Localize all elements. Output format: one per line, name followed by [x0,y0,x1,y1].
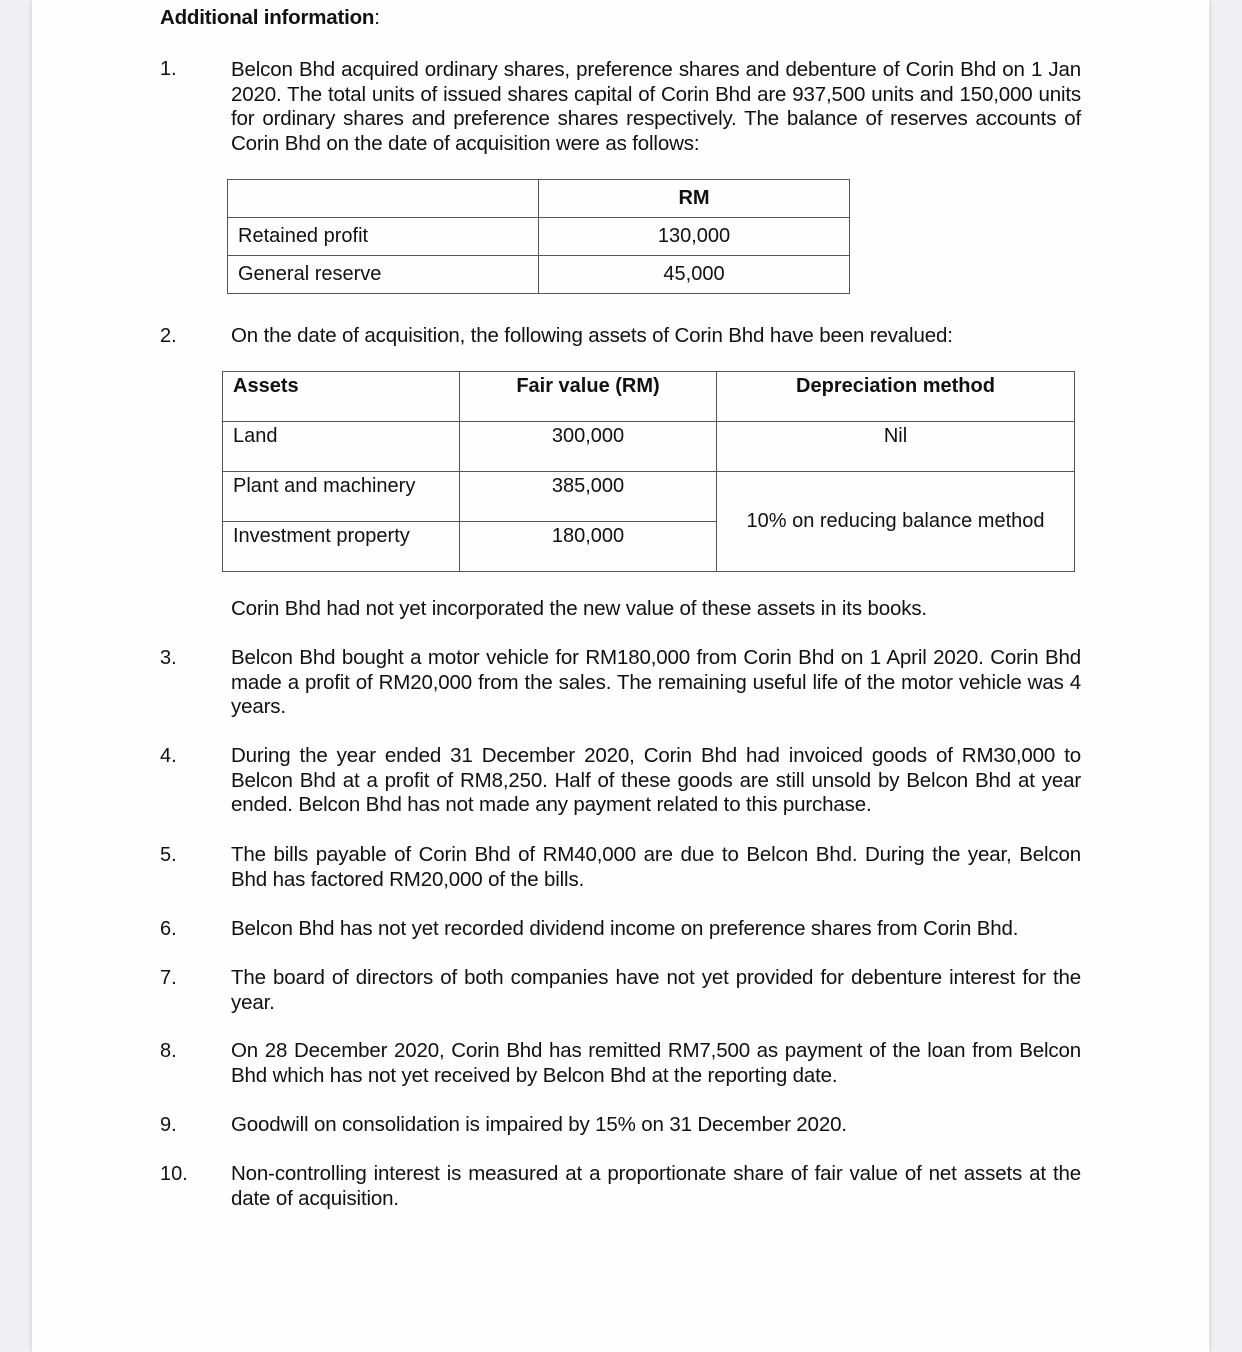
item-text: Non-controlling interest is measured at a proportionate share of fair value of net assets at the date of acquisition. [231,1162,1081,1210]
table-cell: 300,000 [460,422,717,472]
table-cell: Plant and machinery [223,472,460,522]
item-text: Belcon Bhd acquired ordinary shares, preference shares and debenture of Corin Bhd on 1 Jan 2020. The total units of issued shares capital of Corin Bhd are 937,500 units and 150,000 units for ordinary shares and preference shares respectively. The balance of reserves accounts of Corin Bhd on the date of acquisition were as follows: [231,58,1081,156]
item-text: The bills payable of Corin Bhd of RM40,000 are due to Belcon Bhd. During the year, Belcon Bhd has factored RM20,000 of the bills. [231,843,1081,891]
table-header: Fair value (RM) [460,372,717,422]
item-text: Belcon Bhd has not yet recorded dividend income on preference shares from Corin Bhd. [231,917,1019,940]
item-number: 2. [160,325,177,347]
document-page [32,0,1209,1352]
table-cell: 385,000 [460,472,717,522]
table-row [223,422,1075,472]
item-number: 9. [160,1114,177,1136]
reserves-table [227,179,850,294]
item-text: Belcon Bhd bought a motor vehicle for RM180,000 from Corin Bhd on 1 April 2020. Corin Bhd made a profit of RM20,000 from the sales. The remaining useful life of the motor vehicle was 4 years. [231,646,1081,719]
table-cell: 10% on reducing balance method [717,472,1075,572]
table-header [228,180,539,218]
table-header-row [228,180,850,218]
table-cell: Land [223,422,460,472]
section-heading [160,6,380,30]
item-number: 3. [160,647,177,669]
item-number: 6. [160,918,177,940]
table-row [223,472,1075,522]
item-number: 5. [160,844,177,866]
table-header: Assets [223,372,460,422]
table-cell: Retained profit [228,218,539,256]
item-number: 4. [160,745,177,767]
table-row [228,256,850,294]
heading-text: Additional information [160,6,375,29]
table-cell: Investment property [223,522,460,572]
table-cell: 180,000 [460,522,717,572]
item-number: 7. [160,967,177,989]
table-header: Depreciation method [717,372,1075,422]
table-header-row [223,372,1075,422]
item-note: Corin Bhd had not yet incorporated the new value of these assets in its books. [231,597,927,620]
table-row [228,218,850,256]
assets-table [222,371,1075,572]
table-cell: Nil [717,422,1075,472]
item-number: 1. [160,58,177,80]
heading-colon: : [374,6,380,29]
table-cell: 130,000 [539,218,850,256]
item-text: The board of directors of both companies have not yet provided for debenture interest for the year. [231,966,1081,1014]
item-text: On the date of acquisition, the following assets of Corin Bhd have been revalued: [231,324,953,347]
item-text: Goodwill on consolidation is impaired by 15% on 31 December 2020. [231,1113,847,1136]
item-number: 8. [160,1040,177,1062]
table-header: RM [539,180,850,218]
table-cell: 45,000 [539,256,850,294]
item-text: On 28 December 2020, Corin Bhd has remitted RM7,500 as payment of the loan from Belcon Bhd which has not yet received by Belcon Bhd at the reporting date. [231,1039,1081,1087]
table-cell: General reserve [228,256,539,294]
item-text: During the year ended 31 December 2020, Corin Bhd had invoiced goods of RM30,000 to Belcon Bhd at a profit of RM8,250. Half of these goods are still unsold by Belcon Bhd at year ended. Belcon Bhd has not made any payment related to this purchase. [231,744,1081,817]
item-number: 10. [160,1163,188,1185]
